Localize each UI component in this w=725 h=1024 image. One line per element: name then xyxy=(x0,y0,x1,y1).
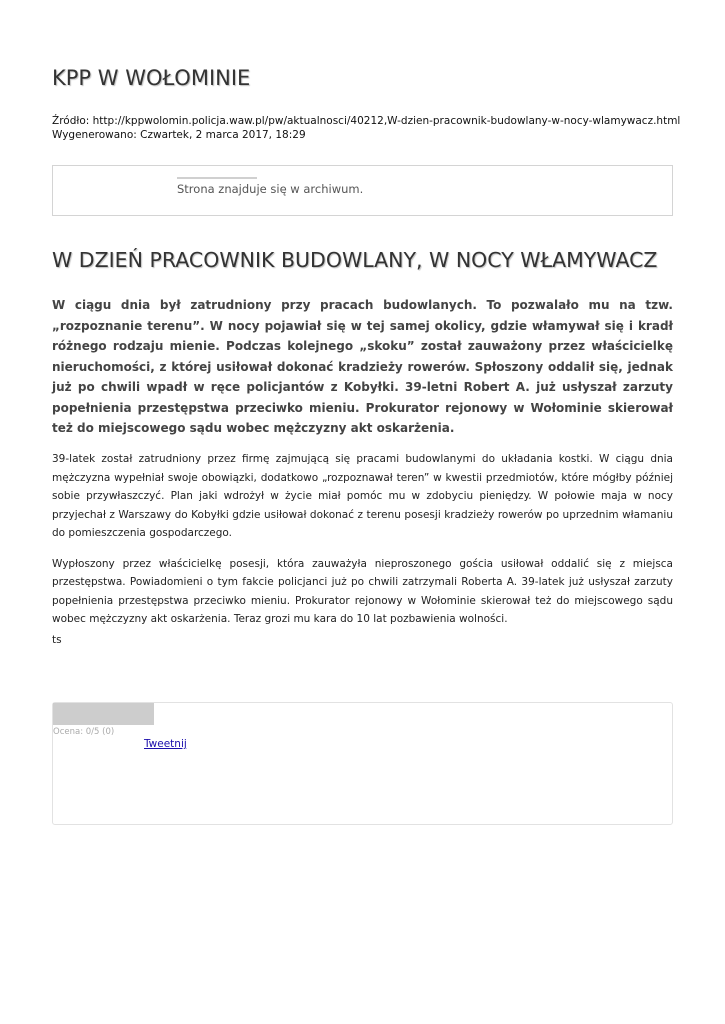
article-author: ts xyxy=(52,634,62,646)
article-lead: W ciągu dnia był zatrudniony przy pracach budowlanych. To pozwalało mu na tzw. „rozpoznanie terenu”. W nocy pojawiał się w tej samej okolicy, gdzie włamywał się i kradł różnego rodzaju mienie. Podczas kolejnego „skoku” został zauważony przez właścicielkę nieruchomości, z której usiłował dokonać kradzieży rowerów. Spłoszony oddalił się, jednak już po chwili wpadł w ręce policjantów z Kobyłki. 39-letni Robert A. już usłyszał zarzuty popełnienia przestępstwa przeciwko mieniu. Prokurator rejonowy w Wołominie skierował też do miejscowego sądu wobec mężczyzny akt oskarżenia. xyxy=(52,298,673,435)
article-paragraph: Wypłoszony przez właścicielkę posesji, która zauważyła nieproszonego gościa usiłował oddalić się z miejsca przestępstwa. Powiadomieni o tym fakcie policjanci już po chwili zatrzymali Roberta A. 39-latek już usłyszał zarzuty popełnienia przestępstwa przeciwko mieniu. Prokurator rejonowy w Wołominie skierował też do miejscowego sądu wobec mężczyzny akt oskarżenia. Teraz grozi mu kara do 10 lat pozbawienia wolności. xyxy=(52,557,673,625)
article-paragraph: 39-latek został zatrudniony przez firmę zajmującą się pracami budowlanymi do układania kostki. W ciągu dnia mężczyzna wypełniał swoje obowiązki, dodatkowo „rozpoznawał teren” w kwestii przedmiotów, które mógłby później sobie przywłaszczyć. Plan jaki wdrożył w życie miał pomóc mu w zdobyciu pieniędzy. W połowie maja w nocy przyjechał z Warszawy do Kobyłki gdzie usiłował dokonać z terenu posesji kradzieży rowerów po uprzednim włamaniu do pomieszczenia gospodarczego. xyxy=(52,453,673,539)
article-body xyxy=(52,450,673,641)
rating-text: Ocena: 0/5 (0) xyxy=(53,727,115,737)
archive-message: Strona znajduje się w archiwum. xyxy=(177,182,364,196)
article-footer xyxy=(52,702,673,825)
tweet-link[interactable]: Tweetnij xyxy=(144,738,187,750)
archive-divider xyxy=(177,177,257,179)
source-url: Źródło: http://kppwolomin.policja.waw.pl/pw/aktualnosci/40212,W-dzien-pracownik-budowlany-w-nocy-wlamywacz.html xyxy=(52,115,681,127)
rating-widget[interactable] xyxy=(53,703,154,725)
generated-date: Wygenerowano: Czwartek, 2 marca 2017, 18:29 xyxy=(52,129,306,141)
article-title: W DZIEŃ PRACOWNIK BUDOWLANY, W NOCY WŁAMYWACZ xyxy=(52,248,658,272)
site-title: KPP W WOŁOMINIE xyxy=(52,66,251,90)
archive-notice xyxy=(52,165,673,216)
meta-info xyxy=(52,114,680,142)
